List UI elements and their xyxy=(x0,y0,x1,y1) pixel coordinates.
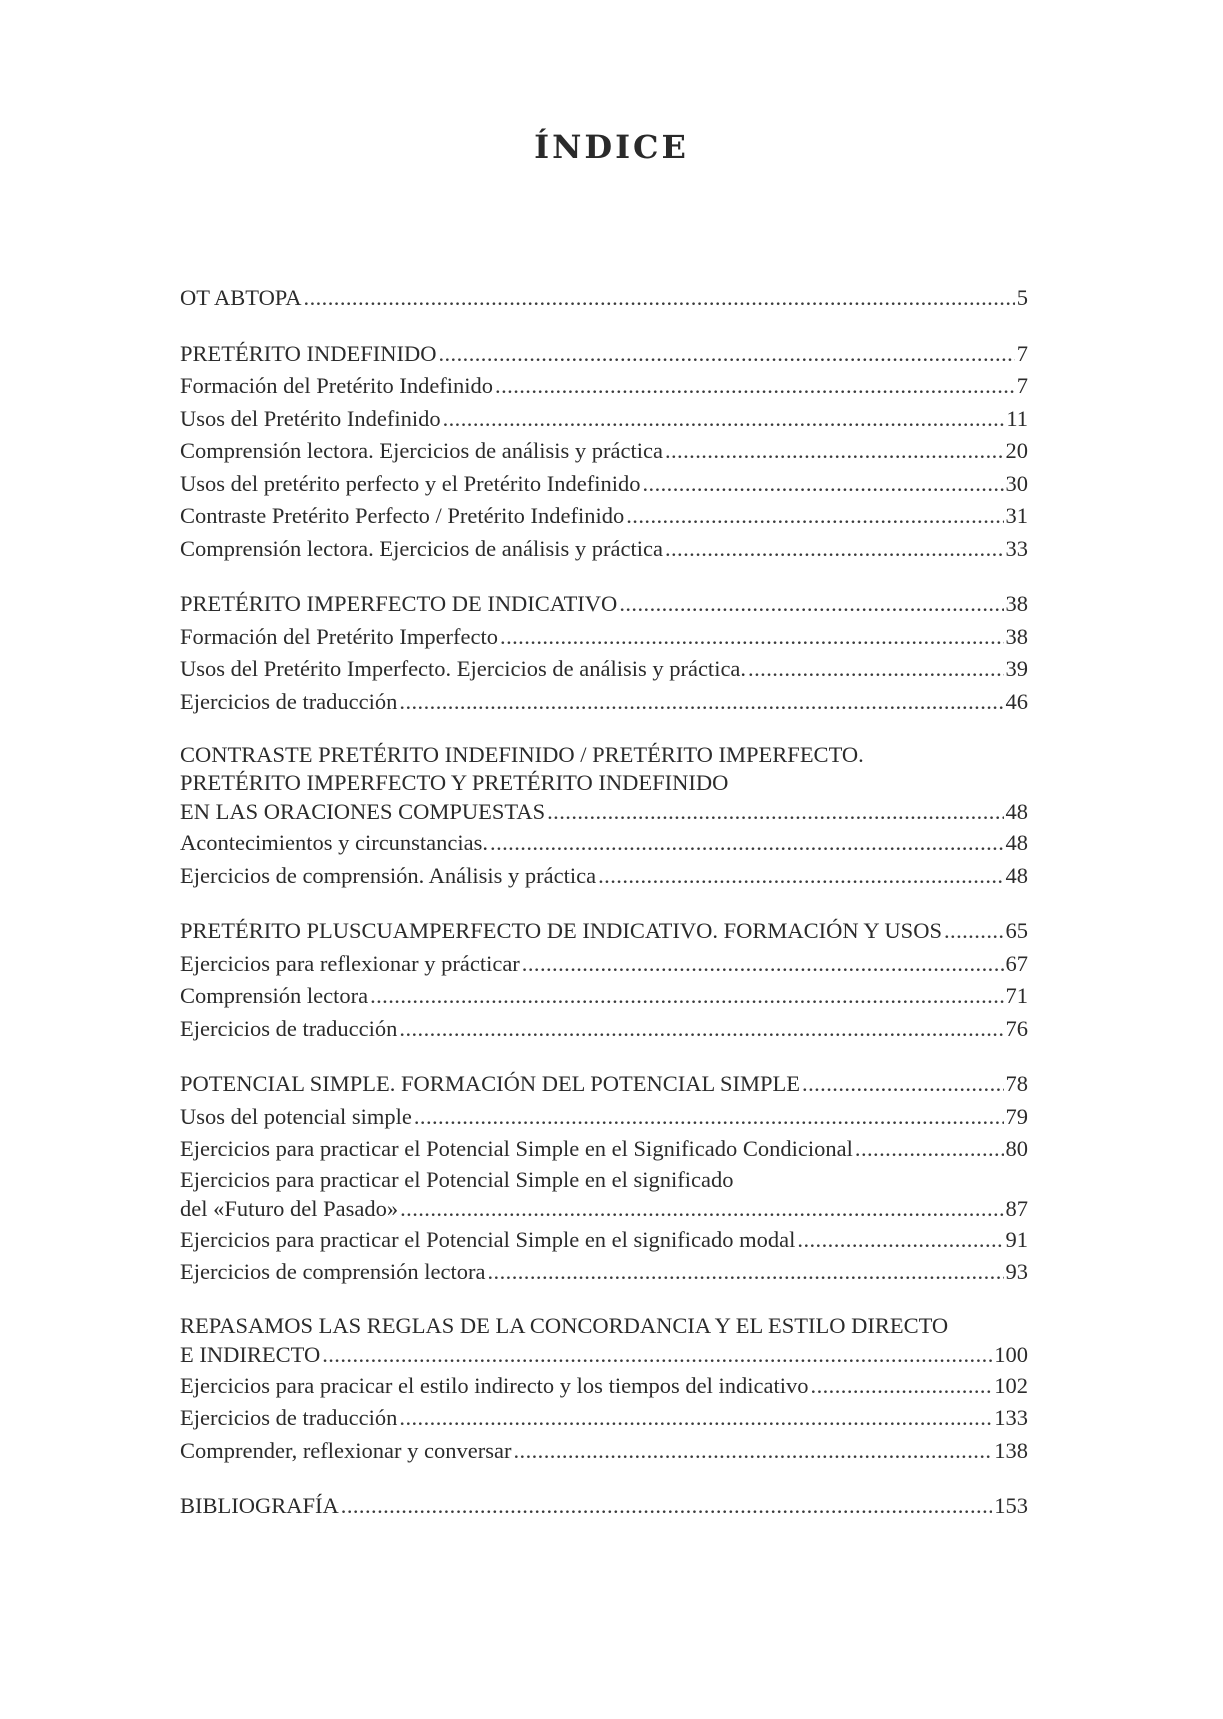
toc-section xyxy=(180,1490,1028,1523)
toc-section xyxy=(180,915,1028,1045)
toc-entry-title: Usos del pretérito perfecto y el Pretérito Indefinido xyxy=(180,470,641,496)
toc-entry[interactable] xyxy=(180,915,1028,948)
toc-entry[interactable] xyxy=(180,1402,1028,1435)
toc-page-number: 7 xyxy=(1016,340,1028,366)
toc-page-number: 93 xyxy=(1005,1259,1028,1284)
dot-leader xyxy=(547,797,1003,827)
toc-page-number: 39 xyxy=(1005,656,1028,681)
toc-section xyxy=(180,338,1028,566)
toc-entry-title: POTENCIAL SIMPLE. FORMACIÓN DEL POTENCIAL SIMPLE xyxy=(180,1071,801,1096)
dot-leader xyxy=(399,1402,992,1435)
toc-entry-title: Formación del Pretérito Indefinido xyxy=(180,373,494,398)
toc-page-number: 87 xyxy=(1005,1195,1028,1221)
toc-page-number: 79 xyxy=(1005,1103,1028,1129)
toc-page-number: 133 xyxy=(994,1405,1028,1430)
toc-entry-title: Usos del potencial simple xyxy=(180,1103,412,1129)
dot-leader xyxy=(598,860,1003,893)
toc-section xyxy=(180,588,1028,718)
toc-entry-line xyxy=(180,769,1028,797)
toc-entry[interactable] xyxy=(180,980,1028,1013)
toc-entry-title: Ejercicios de traducción xyxy=(180,1405,398,1430)
toc-entry-title: E INDIRECTO xyxy=(180,1341,321,1367)
dot-leader xyxy=(665,533,1004,566)
toc-entry[interactable] xyxy=(180,1013,1028,1046)
toc-entry[interactable] xyxy=(180,827,1028,860)
toc-entry-title: PRETÉRITO IMPERFECTO DE INDICATIVO xyxy=(180,591,618,616)
toc-entry[interactable] xyxy=(180,588,1028,621)
dot-leader xyxy=(438,338,1014,371)
toc-entry-line xyxy=(180,1166,1028,1194)
toc-entry-line xyxy=(180,1194,1028,1224)
toc-page-number: 48 xyxy=(1005,862,1028,888)
dot-leader xyxy=(513,1435,992,1468)
dot-leader xyxy=(490,827,1003,860)
dot-leader xyxy=(802,1068,1003,1101)
dot-leader xyxy=(400,1194,1003,1224)
toc-page-number: 48 xyxy=(1005,830,1028,855)
toc-entry[interactable] xyxy=(180,1133,1028,1166)
toc-entry-title: Formación del Pretérito Imperfecto xyxy=(180,623,499,649)
toc-entry[interactable] xyxy=(180,1490,1028,1523)
dot-leader xyxy=(626,500,1003,533)
toc-entry-title: EN LAS ORACIONES COMPUESTAS xyxy=(180,799,546,824)
toc-entry-title: Usos del Pretérito Indefinido xyxy=(180,405,441,431)
dot-leader xyxy=(500,621,1003,654)
toc-section xyxy=(180,1068,1028,1289)
dot-leader xyxy=(370,980,1003,1013)
toc-entry-title: Ejercicios para pracicar el estilo indirecto y los tiempos del indicativo xyxy=(180,1372,809,1398)
dot-leader xyxy=(522,948,1004,981)
toc-entry[interactable] xyxy=(180,860,1028,893)
toc-entry-title: Ejercicios para practicar el Potencial Simple en el significado modal xyxy=(180,1226,796,1252)
toc-entry[interactable] xyxy=(180,1068,1028,1101)
toc-entry-title: Ejercicios de traducción xyxy=(180,1015,398,1041)
toc-entry-title: Usos del Pretérito Imperfecto. Ejercicios de análisis y práctica. xyxy=(180,656,747,681)
dot-leader xyxy=(322,1340,992,1370)
dot-leader xyxy=(797,1224,1003,1257)
toc-entry[interactable] xyxy=(180,282,1028,315)
toc-entry-line xyxy=(180,1340,1028,1370)
toc-section xyxy=(180,741,1028,892)
toc-entry-line xyxy=(180,797,1028,827)
toc-page-number: 138 xyxy=(994,1437,1028,1463)
toc-entry-title: Contraste Pretérito Perfecto / Pretérito Indefinido xyxy=(180,503,625,528)
toc-page-number: 20 xyxy=(1005,438,1028,463)
toc-entry[interactable] xyxy=(180,533,1028,566)
dot-leader xyxy=(811,1370,993,1403)
dot-leader xyxy=(495,370,1015,403)
toc-entry[interactable] xyxy=(180,403,1028,436)
page-title: ÍNDICE xyxy=(534,128,689,166)
dot-leader xyxy=(944,915,1004,948)
toc-page-number: 153 xyxy=(994,1493,1028,1518)
dot-leader xyxy=(399,1013,1003,1046)
dot-leader xyxy=(642,468,1003,501)
toc-entry-title: Comprensión lectora. Ejercicios de análisis y práctica xyxy=(180,438,663,463)
toc-entry[interactable] xyxy=(180,1435,1028,1468)
toc-entry[interactable] xyxy=(180,1166,1028,1224)
toc-entry[interactable] xyxy=(180,948,1028,981)
toc-entry[interactable] xyxy=(180,1101,1028,1134)
toc-entry-title: Ejercicios para reflexionar y prácticar xyxy=(180,950,520,976)
toc-page-number: 30 xyxy=(1005,470,1028,496)
table-of-contents xyxy=(180,282,1028,1546)
dot-leader xyxy=(399,686,1003,719)
toc-page-number: 33 xyxy=(1005,535,1028,561)
toc-entry[interactable] xyxy=(180,338,1028,371)
toc-entry-title: BIBLIOGRAFÍA xyxy=(180,1493,339,1518)
toc-page-number: 38 xyxy=(1005,591,1028,616)
toc-entry-title: Ejercicios de traducción xyxy=(180,688,398,714)
dot-leader xyxy=(488,1256,1004,1289)
toc-entry[interactable] xyxy=(180,500,1028,533)
toc-entry-title: PRETÉRITO IMPERFECTO Y PRETÉRITO INDEFINIDO xyxy=(180,770,729,795)
toc-entry[interactable] xyxy=(180,1370,1028,1403)
toc-entry-title: REPASAMOS LAS REGLAS DE LA CONCORDANCIA Y EL ESTILO DIRECTO xyxy=(180,1312,949,1338)
toc-entry-title: Ejercicios para practicar el Potencial Simple en el significado xyxy=(180,1166,734,1192)
toc-entry[interactable] xyxy=(180,435,1028,468)
toc-entry[interactable] xyxy=(180,741,1028,827)
toc-page-number: 11 xyxy=(1006,405,1028,431)
toc-page-number: 65 xyxy=(1005,918,1028,943)
dot-leader xyxy=(748,653,1003,686)
toc-page-number: 46 xyxy=(1005,688,1028,714)
toc-page-number: 5 xyxy=(1016,285,1028,310)
toc-entry-title: PRETÉRITO INDEFINIDO xyxy=(180,340,437,366)
toc-section xyxy=(180,1312,1028,1468)
toc-entry-title: Ejercicios de comprensión lectora xyxy=(180,1259,486,1284)
toc-page-number: 38 xyxy=(1005,623,1028,649)
toc-entry[interactable] xyxy=(180,621,1028,654)
dot-leader xyxy=(619,588,1003,621)
toc-page-number: 67 xyxy=(1005,950,1028,976)
toc-page-number: 78 xyxy=(1005,1071,1028,1096)
toc-entry-title: OT ABTOPA xyxy=(180,285,302,310)
dot-leader xyxy=(414,1101,1004,1134)
toc-entry-title: del «Futuro del Pasado» xyxy=(180,1195,399,1221)
toc-entry-line xyxy=(180,1312,1028,1340)
toc-entry-title: Ejercicios de comprensión. Análisis y práctica xyxy=(180,862,597,888)
toc-page-number: 76 xyxy=(1005,1015,1028,1041)
toc-page-number: 91 xyxy=(1005,1226,1028,1252)
toc-entry-title: PRETÉRITO PLUSCUAMPERFECTO DE INDICATIVO. FORMACIÓN Y USOS xyxy=(180,918,942,943)
dot-leader xyxy=(855,1133,1004,1166)
toc-page-number: 100 xyxy=(994,1341,1028,1367)
toc-entry[interactable] xyxy=(180,468,1028,501)
toc-page-number: 7 xyxy=(1016,373,1028,398)
toc-entry[interactable] xyxy=(180,686,1028,719)
toc-entry[interactable] xyxy=(180,1312,1028,1370)
toc-entry[interactable] xyxy=(180,1256,1028,1289)
toc-page-number: 102 xyxy=(994,1372,1028,1398)
toc-page-number: 31 xyxy=(1005,503,1028,528)
toc-entry-title: Comprensión lectora. Ejercicios de análisis y práctica xyxy=(180,535,663,561)
toc-entry-title: Acontecimientos y circunstancias. xyxy=(180,830,489,855)
toc-entry-title: Comprender, reflexionar y conversar xyxy=(180,1437,512,1463)
dot-leader xyxy=(443,403,1005,436)
toc-entry-title: CONTRASTE PRETÉRITO INDEFINIDO / PRETÉRITO IMPERFECTO. xyxy=(180,742,864,767)
toc-entry-title: Comprensión lectora xyxy=(180,983,369,1008)
toc-entry[interactable] xyxy=(180,1224,1028,1257)
toc-entry[interactable] xyxy=(180,370,1028,403)
toc-page-number: 71 xyxy=(1005,983,1028,1008)
dot-leader xyxy=(665,435,1004,468)
toc-section xyxy=(180,282,1028,315)
toc-entry-title: Ejercicios para practicar el Potencial Simple en el Significado Condicional xyxy=(180,1136,853,1161)
toc-page-number: 80 xyxy=(1005,1136,1028,1161)
dot-leader xyxy=(341,1490,992,1523)
toc-page-number: 48 xyxy=(1005,799,1028,824)
dot-leader xyxy=(304,282,1015,315)
toc-entry[interactable] xyxy=(180,653,1028,686)
toc-entry-line xyxy=(180,741,1028,769)
